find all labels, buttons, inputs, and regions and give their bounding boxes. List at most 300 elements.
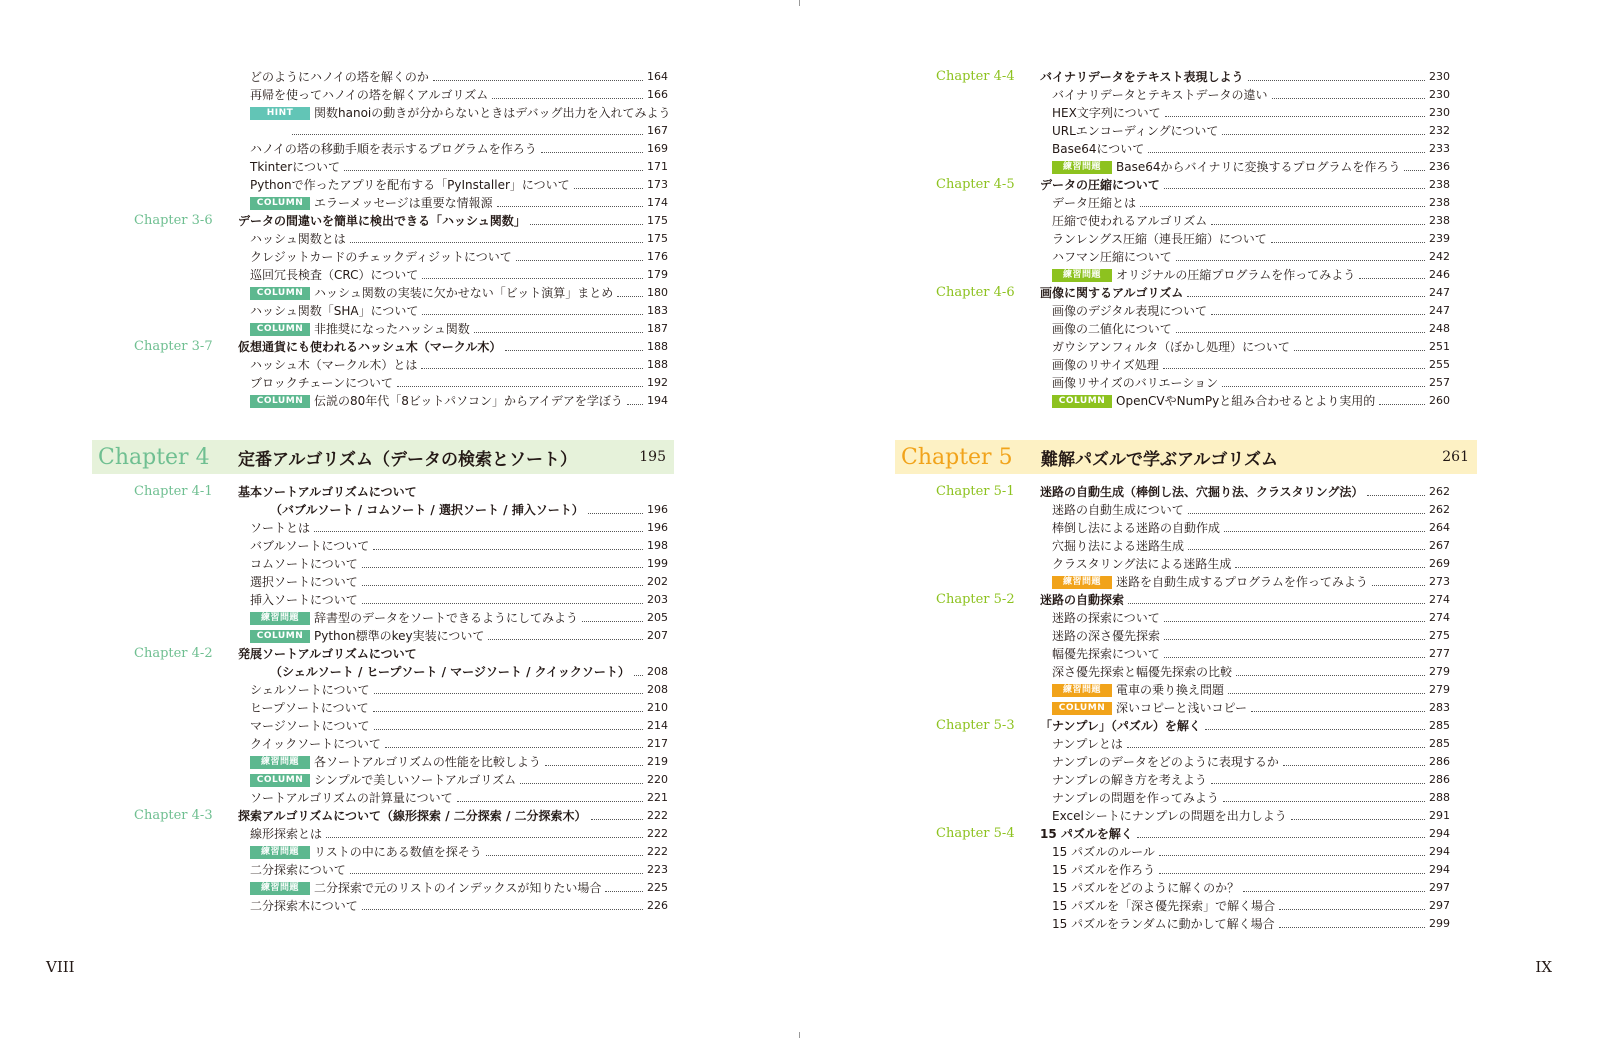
dot-leader bbox=[1294, 350, 1425, 351]
entry-title: ハフマン圧縮について bbox=[1052, 250, 1172, 264]
page-number: 279 bbox=[1429, 683, 1450, 696]
dot-leader bbox=[1127, 747, 1425, 748]
toc-entry bbox=[250, 158, 668, 176]
dot-leader bbox=[474, 332, 643, 333]
page-number: 198 bbox=[647, 539, 668, 552]
dot-leader bbox=[1211, 224, 1425, 225]
page-number: 169 bbox=[647, 142, 668, 155]
exercise-badge: 練習問題 bbox=[1052, 684, 1112, 697]
entry-title: ハッシュ木（マークル木）とは bbox=[250, 358, 418, 372]
dot-leader bbox=[634, 675, 643, 676]
page-number: 285 bbox=[1429, 737, 1450, 750]
entry-title: クイックソートについて bbox=[250, 737, 381, 751]
toc-entry bbox=[936, 591, 1450, 609]
dot-leader bbox=[1283, 765, 1425, 766]
toc-entry bbox=[134, 483, 668, 501]
entry-title: エラーメッセージは重要な情報源 bbox=[314, 196, 493, 210]
dot-leader bbox=[574, 188, 643, 189]
dot-leader bbox=[1164, 639, 1425, 640]
dot-leader bbox=[1140, 206, 1425, 207]
dot-leader bbox=[486, 855, 643, 856]
toc-entry bbox=[250, 176, 668, 194]
entry-title: 辞書型のデータをソートできるようにしてみよう bbox=[314, 611, 579, 625]
section-number-chapter-3-6: Chapter 3-6 bbox=[134, 213, 213, 228]
dot-leader bbox=[1188, 513, 1425, 514]
page-number: 220 bbox=[647, 773, 668, 786]
dot-leader bbox=[1164, 188, 1425, 189]
page-number: 264 bbox=[1429, 521, 1450, 534]
entry-title: 迷路の深さ優先探索 bbox=[1052, 629, 1161, 643]
page-number: 203 bbox=[647, 593, 668, 606]
toc-entry bbox=[1052, 86, 1450, 104]
column-badge: COLUMN bbox=[250, 197, 310, 210]
dot-leader bbox=[1228, 693, 1425, 694]
dot-leader bbox=[362, 567, 643, 568]
toc-entry bbox=[936, 825, 1450, 843]
dot-leader bbox=[362, 603, 643, 604]
entry-title: ナンプレのデータをどのように表現するか bbox=[1052, 755, 1279, 769]
toc-entry bbox=[1052, 122, 1450, 140]
entry-title: リストの中にある数値を探そう bbox=[314, 845, 482, 859]
dot-leader bbox=[1272, 98, 1425, 99]
toc-entry bbox=[250, 356, 668, 374]
toc-entry bbox=[250, 771, 668, 789]
page-number: 221 bbox=[647, 791, 668, 804]
page-number: 173 bbox=[647, 178, 668, 191]
entry-title: 深いコピーと浅いコピー bbox=[1116, 701, 1248, 715]
toc-entry bbox=[250, 681, 668, 699]
section-title: 迷路の自動生成（棒倒し法、穴掘り法、クラスタリング法） bbox=[1040, 485, 1364, 499]
page-number: 247 bbox=[1429, 286, 1450, 299]
page-number: 179 bbox=[647, 268, 668, 281]
page-number: 297 bbox=[1429, 899, 1450, 912]
page-number: 171 bbox=[647, 160, 668, 173]
entry-title: どのようにハノイの塔を解くのか bbox=[250, 70, 429, 84]
page-number: 238 bbox=[1429, 178, 1450, 191]
toc-entry bbox=[250, 140, 668, 158]
dot-leader bbox=[373, 711, 643, 712]
page-number: 248 bbox=[1429, 322, 1450, 335]
section-title: データの圧縮について bbox=[1040, 178, 1160, 192]
entry-title: クレジットカードのチェックディジットについて bbox=[250, 250, 512, 264]
page-number: 262 bbox=[1429, 485, 1450, 498]
page-number: 251 bbox=[1429, 340, 1450, 353]
toc-entry bbox=[1052, 140, 1450, 158]
toc-entry bbox=[1052, 555, 1450, 573]
toc-entry bbox=[250, 555, 668, 573]
toc-entry bbox=[936, 68, 1450, 86]
dot-leader bbox=[1163, 368, 1425, 369]
entry-title: 圧縮で使われるアルゴリズム bbox=[1052, 214, 1208, 228]
entry-title: ヒープソートについて bbox=[250, 701, 369, 715]
page-number: 167 bbox=[647, 124, 668, 137]
toc-entry bbox=[1052, 230, 1450, 248]
page-number: 207 bbox=[647, 629, 668, 642]
dot-leader bbox=[1159, 855, 1425, 856]
dot-leader bbox=[374, 729, 643, 730]
page-number: 196 bbox=[647, 503, 668, 516]
toc-entry bbox=[1052, 104, 1450, 122]
entry-title: 15 パズルを作ろう bbox=[1052, 863, 1156, 877]
toc-entry bbox=[1052, 573, 1450, 591]
entry-title: マージソートについて bbox=[250, 719, 370, 733]
page-number: 219 bbox=[647, 755, 668, 768]
toc-entry bbox=[1052, 519, 1450, 537]
toc-entry bbox=[250, 843, 668, 861]
page-number: 199 bbox=[647, 557, 668, 570]
section-number-chapter-4-5: Chapter 4-5 bbox=[936, 177, 1015, 192]
dot-leader bbox=[397, 386, 643, 387]
entry-title: 電車の乗り換え問題 bbox=[1116, 683, 1225, 697]
entry-title: 15 パズルをどのように解くのか？ bbox=[1052, 881, 1240, 895]
page-number: 188 bbox=[647, 358, 668, 371]
column-badge: COLUMN bbox=[250, 395, 310, 408]
entry-title: ソートアルゴリズムの計算量について bbox=[250, 791, 453, 805]
entry-title: Pythonで作ったアプリを配布する「PyInstaller」について bbox=[250, 178, 570, 192]
entry-title: ハッシュ関数とは bbox=[250, 232, 346, 246]
page-number: 294 bbox=[1429, 845, 1450, 858]
page-number: 257 bbox=[1429, 376, 1450, 389]
page-number: 205 bbox=[647, 611, 668, 624]
toc-entry bbox=[250, 302, 668, 320]
dot-leader bbox=[1211, 314, 1425, 315]
dot-leader bbox=[1243, 891, 1425, 892]
page-number: 230 bbox=[1429, 88, 1450, 101]
page-number: 262 bbox=[1429, 503, 1450, 516]
dot-leader bbox=[588, 513, 643, 514]
toc-entry bbox=[1052, 807, 1450, 825]
toc-entry bbox=[250, 609, 668, 627]
entry-title: ソートとは bbox=[250, 521, 311, 535]
toc-entry bbox=[250, 627, 668, 645]
page-number: 267 bbox=[1429, 539, 1450, 552]
toc-entry bbox=[1052, 699, 1450, 717]
page-number: 214 bbox=[647, 719, 668, 732]
section-number-chapter-4-6: Chapter 4-6 bbox=[936, 285, 1015, 300]
dot-leader bbox=[350, 242, 643, 243]
toc-entry bbox=[1052, 681, 1450, 699]
dot-leader bbox=[505, 350, 643, 351]
entry-title: 再帰を使ってハノイの塔を解くアルゴリズム bbox=[250, 88, 489, 102]
entry-title: OpenCVやNumPyと組み合わせるとより実用的 bbox=[1116, 394, 1376, 408]
page-number: 286 bbox=[1429, 773, 1450, 786]
page-number: 230 bbox=[1429, 106, 1450, 119]
exercise-badge: 練習問題 bbox=[250, 756, 310, 769]
toc-entry bbox=[250, 573, 668, 591]
section-title: 発展ソートアルゴリズムについて bbox=[238, 647, 417, 661]
dot-leader bbox=[1164, 621, 1425, 622]
dot-leader bbox=[1137, 837, 1425, 838]
page-number: 274 bbox=[1429, 593, 1450, 606]
page-number: 286 bbox=[1429, 755, 1450, 768]
dot-leader bbox=[1211, 783, 1425, 784]
entry-title: ガウシアンフィルタ（ぼかし処理）について bbox=[1052, 340, 1290, 354]
entry-title: 穴掘り法による迷路生成 bbox=[1052, 539, 1185, 553]
toc-entry bbox=[250, 537, 668, 555]
toc-entry bbox=[1052, 843, 1450, 861]
dot-leader bbox=[1164, 657, 1425, 658]
page-number: 192 bbox=[647, 376, 668, 389]
section-title: 探索アルゴリズムについて（線形探索 / 二分探索 / 二分探索木） bbox=[238, 809, 587, 823]
page-number: 188 bbox=[647, 340, 668, 353]
toc-entry bbox=[250, 591, 668, 609]
section-title: 迷路の自動探索 bbox=[1040, 593, 1125, 607]
entry-title: データ圧縮とは bbox=[1052, 196, 1137, 210]
dot-leader bbox=[385, 747, 643, 748]
dot-leader bbox=[362, 585, 643, 586]
entry-title: 迷路の探索について bbox=[1052, 611, 1160, 625]
entry-title: ハッシュ関数の実装に欠かせない「ビット演算」まとめ bbox=[314, 286, 614, 300]
toc-entry bbox=[250, 248, 668, 266]
column-badge: COLUMN bbox=[250, 630, 310, 643]
page-number: 175 bbox=[647, 214, 668, 227]
toc-entry bbox=[1052, 248, 1450, 266]
section-title: 「ナンプレ」（パズル）を解く bbox=[1040, 719, 1201, 733]
exercise-badge: 練習問題 bbox=[250, 882, 310, 895]
dot-leader bbox=[1148, 152, 1425, 153]
toc-entry bbox=[1052, 338, 1450, 356]
section-number-chapter-5-1: Chapter 5-1 bbox=[936, 484, 1015, 499]
folio-left: VIII bbox=[46, 958, 75, 976]
entry-title: URLエンコーディングについて bbox=[1052, 124, 1219, 138]
dot-leader bbox=[1372, 585, 1425, 586]
entry-title: クラスタリング法による迷路生成 bbox=[1052, 557, 1232, 571]
dot-leader bbox=[605, 891, 643, 892]
entry-title: Excelシートにナンプレの問題を出力しよう bbox=[1052, 809, 1287, 823]
chapter-title: 定番アルゴリズム（データの検索とソート） bbox=[238, 449, 577, 470]
page-number: 208 bbox=[647, 665, 668, 678]
page-number: 208 bbox=[647, 683, 668, 696]
page-number: 183 bbox=[647, 304, 668, 317]
entry-title: 二分探索で元のリストのインデックスが知りたい場合 bbox=[314, 881, 602, 895]
entry-title: バイナリデータとテキストデータの違い bbox=[1052, 88, 1268, 102]
dot-leader bbox=[541, 152, 643, 153]
page-number: 274 bbox=[1429, 611, 1450, 624]
toc-entry bbox=[1052, 158, 1450, 176]
page-number: 176 bbox=[647, 250, 668, 263]
entry-title: Tkinterについて bbox=[250, 160, 341, 174]
dot-leader bbox=[1222, 386, 1425, 387]
toc-entry bbox=[250, 284, 668, 302]
entry-title: 画像の二値化について bbox=[1052, 322, 1172, 336]
crop-mark-bottom bbox=[799, 1032, 800, 1038]
page-number: 210 bbox=[647, 701, 668, 714]
entry-title: 各ソートアルゴリズムの性能を比較しよう bbox=[314, 755, 541, 769]
toc-entry bbox=[1052, 302, 1450, 320]
entry-title: 二分探索木について bbox=[250, 899, 358, 913]
dot-leader bbox=[1235, 567, 1425, 568]
toc-entry bbox=[250, 68, 668, 86]
entry-title: 画像のデジタル表現について bbox=[1052, 304, 1208, 318]
toc-entry bbox=[936, 176, 1450, 194]
toc-entry bbox=[1052, 356, 1450, 374]
entry-title: 深さ優先探索と幅優先探索の比較 bbox=[1052, 665, 1233, 679]
toc-entry bbox=[250, 699, 668, 717]
dot-leader bbox=[421, 368, 643, 369]
toc-entry bbox=[1052, 789, 1450, 807]
toc-entry bbox=[1052, 609, 1450, 627]
entry-title: 画像リサイズのバリエーション bbox=[1052, 376, 1219, 390]
chapter-page: 261 bbox=[1442, 449, 1469, 465]
entry-title: 線形探索とは bbox=[250, 827, 323, 841]
crop-mark-top bbox=[799, 0, 800, 6]
page-number: 232 bbox=[1429, 124, 1450, 137]
page-number: 285 bbox=[1429, 719, 1450, 732]
column-badge: COLUMN bbox=[250, 774, 310, 787]
page-number: 269 bbox=[1429, 557, 1450, 570]
page-number: 238 bbox=[1429, 214, 1450, 227]
page-number: 230 bbox=[1429, 70, 1450, 83]
dot-leader bbox=[326, 837, 643, 838]
page-number: 273 bbox=[1429, 575, 1450, 588]
page-number: 291 bbox=[1429, 809, 1450, 822]
dot-leader bbox=[350, 873, 643, 874]
toc-entry bbox=[1052, 753, 1450, 771]
entry-title: 挿入ソートについて bbox=[250, 593, 358, 607]
dot-leader bbox=[1222, 134, 1425, 135]
page-number: 180 bbox=[647, 286, 668, 299]
toc-entry bbox=[270, 501, 668, 519]
exercise-badge: 練習問題 bbox=[1052, 576, 1112, 589]
page-number: 196 bbox=[647, 521, 668, 534]
page-number: 239 bbox=[1429, 232, 1450, 245]
page-number: 294 bbox=[1429, 863, 1450, 876]
entry-title: 幅優先探索について bbox=[1052, 647, 1160, 661]
toc-entry bbox=[1052, 194, 1450, 212]
page-number: 255 bbox=[1429, 358, 1450, 371]
chapter-number: Chapter 5 bbox=[901, 444, 1013, 470]
page-number: 246 bbox=[1429, 268, 1450, 281]
toc-entry bbox=[1052, 897, 1450, 915]
page-number: 194 bbox=[647, 394, 668, 407]
toc-entry bbox=[134, 807, 668, 825]
exercise-badge: 練習問題 bbox=[250, 846, 310, 859]
page-number: 187 bbox=[647, 322, 668, 335]
page-number: 225 bbox=[647, 881, 668, 894]
section-number-chapter-4-4: Chapter 4-4 bbox=[936, 69, 1015, 84]
dot-leader bbox=[516, 260, 643, 261]
entry-title: Base64について bbox=[1052, 142, 1145, 156]
entry-title: 15 パズルを「深さ優先探索」で解く場合 bbox=[1052, 899, 1276, 913]
entry-title: ナンプレの解き方を考えよう bbox=[1052, 773, 1207, 787]
page-number: 217 bbox=[647, 737, 668, 750]
dot-leader bbox=[1128, 603, 1425, 604]
section-title: 15 パズルを解く bbox=[1040, 827, 1133, 841]
dot-leader bbox=[1251, 711, 1425, 712]
entry-title: 画像のリサイズ処理 bbox=[1052, 358, 1159, 372]
chapter-page: 195 bbox=[639, 449, 666, 465]
toc-entry bbox=[250, 374, 668, 392]
toc-entry bbox=[250, 104, 671, 122]
entry-title: ハッシュ関数「SHA」について bbox=[250, 304, 419, 318]
page-number: 174 bbox=[647, 196, 668, 209]
page-number: 233 bbox=[1429, 142, 1450, 155]
dot-leader bbox=[344, 170, 643, 171]
toc-entry bbox=[250, 86, 668, 104]
entry-title: 迷路を自動生成するプログラムを作ってみよう bbox=[1116, 575, 1368, 589]
entry-title: ランレングス圧縮（連長圧縮）について bbox=[1052, 232, 1267, 246]
dot-leader bbox=[1176, 260, 1425, 261]
dot-leader bbox=[591, 819, 643, 820]
toc-entry bbox=[1052, 645, 1450, 663]
column-badge: COLUMN bbox=[250, 323, 310, 336]
entry-title: オリジナルの圧縮プログラムを作ってみよう bbox=[1116, 268, 1356, 282]
section-number-chapter-4-1: Chapter 4-1 bbox=[134, 484, 213, 499]
dot-leader bbox=[1205, 729, 1425, 730]
page-number: 238 bbox=[1429, 196, 1450, 209]
toc-entry bbox=[1052, 392, 1450, 410]
page-number: 294 bbox=[1429, 827, 1450, 840]
section-title: バイナリデータをテキスト表現しよう bbox=[1040, 70, 1244, 84]
dot-leader bbox=[422, 278, 643, 279]
page-number: 175 bbox=[647, 232, 668, 245]
dot-leader bbox=[292, 134, 643, 135]
page-number: 223 bbox=[647, 863, 668, 876]
entry-title: 伝説の80年代「8ビットパソコン」からアイデアを学ぼう bbox=[314, 394, 623, 408]
right-page bbox=[800, 0, 1600, 1038]
toc-entry bbox=[1052, 627, 1450, 645]
column-badge: COLUMN bbox=[250, 287, 310, 300]
dot-leader bbox=[520, 783, 643, 784]
entry-title: HEX文字列について bbox=[1052, 106, 1161, 120]
toc-entry bbox=[250, 735, 668, 753]
page-number: 275 bbox=[1429, 629, 1450, 642]
toc-entry bbox=[250, 392, 668, 410]
entry-title: 選択ソートについて bbox=[250, 575, 358, 589]
toc-entry bbox=[1052, 735, 1450, 753]
page-number: 202 bbox=[647, 575, 668, 588]
chapter-title: 難解パズルで学ぶアルゴリズム bbox=[1041, 449, 1278, 470]
toc-entry bbox=[936, 717, 1450, 735]
entry-title: 迷路の自動生成について bbox=[1052, 503, 1184, 517]
toc-entry bbox=[250, 789, 668, 807]
hint-badge: HINT bbox=[250, 107, 310, 120]
section-title: データの間違いを簡単に検出できる「ハッシュ関数」 bbox=[238, 214, 526, 228]
toc-entry bbox=[250, 879, 668, 897]
toc-entry bbox=[250, 753, 668, 771]
chapter-4-heading bbox=[92, 440, 674, 474]
entry-title: 関数hanoiの動きが分からないときはデバッグ出力を入れてみよう bbox=[314, 106, 671, 120]
chapter-5-heading bbox=[895, 440, 1477, 474]
dot-leader bbox=[1291, 819, 1425, 820]
page-number: 297 bbox=[1429, 881, 1450, 894]
toc-entry bbox=[936, 284, 1450, 302]
page-number: 283 bbox=[1429, 701, 1450, 714]
toc-entry bbox=[1052, 537, 1450, 555]
entry-title: 15 パズルをランダムに動かして解く場合 bbox=[1052, 917, 1275, 931]
dot-leader bbox=[1165, 116, 1425, 117]
dot-leader bbox=[627, 404, 643, 405]
toc-entry bbox=[1052, 501, 1450, 519]
section-number-chapter-5-4: Chapter 5-4 bbox=[936, 826, 1015, 841]
page-number: 236 bbox=[1429, 160, 1450, 173]
dot-leader bbox=[1188, 549, 1425, 550]
toc-entry bbox=[1052, 374, 1450, 392]
dot-leader bbox=[1236, 675, 1425, 676]
dot-leader bbox=[1224, 531, 1425, 532]
toc-entry bbox=[250, 266, 668, 284]
page-number: 260 bbox=[1429, 394, 1450, 407]
page-number: 242 bbox=[1429, 250, 1450, 263]
toc-entry bbox=[1052, 861, 1450, 879]
entry-title: ハノイの塔の移動手順を表示するプログラムを作ろう bbox=[250, 142, 537, 156]
dot-leader bbox=[1359, 278, 1425, 279]
entry-title: （バブルソート / コムソート / 選択ソート / 挿入ソート） bbox=[270, 503, 584, 517]
page-number: 222 bbox=[647, 827, 668, 840]
dot-leader bbox=[492, 98, 643, 99]
toc-entry bbox=[1052, 266, 1450, 284]
section-title: 仮想通貨にも使われるハッシュ木（マークル木） bbox=[238, 340, 502, 354]
